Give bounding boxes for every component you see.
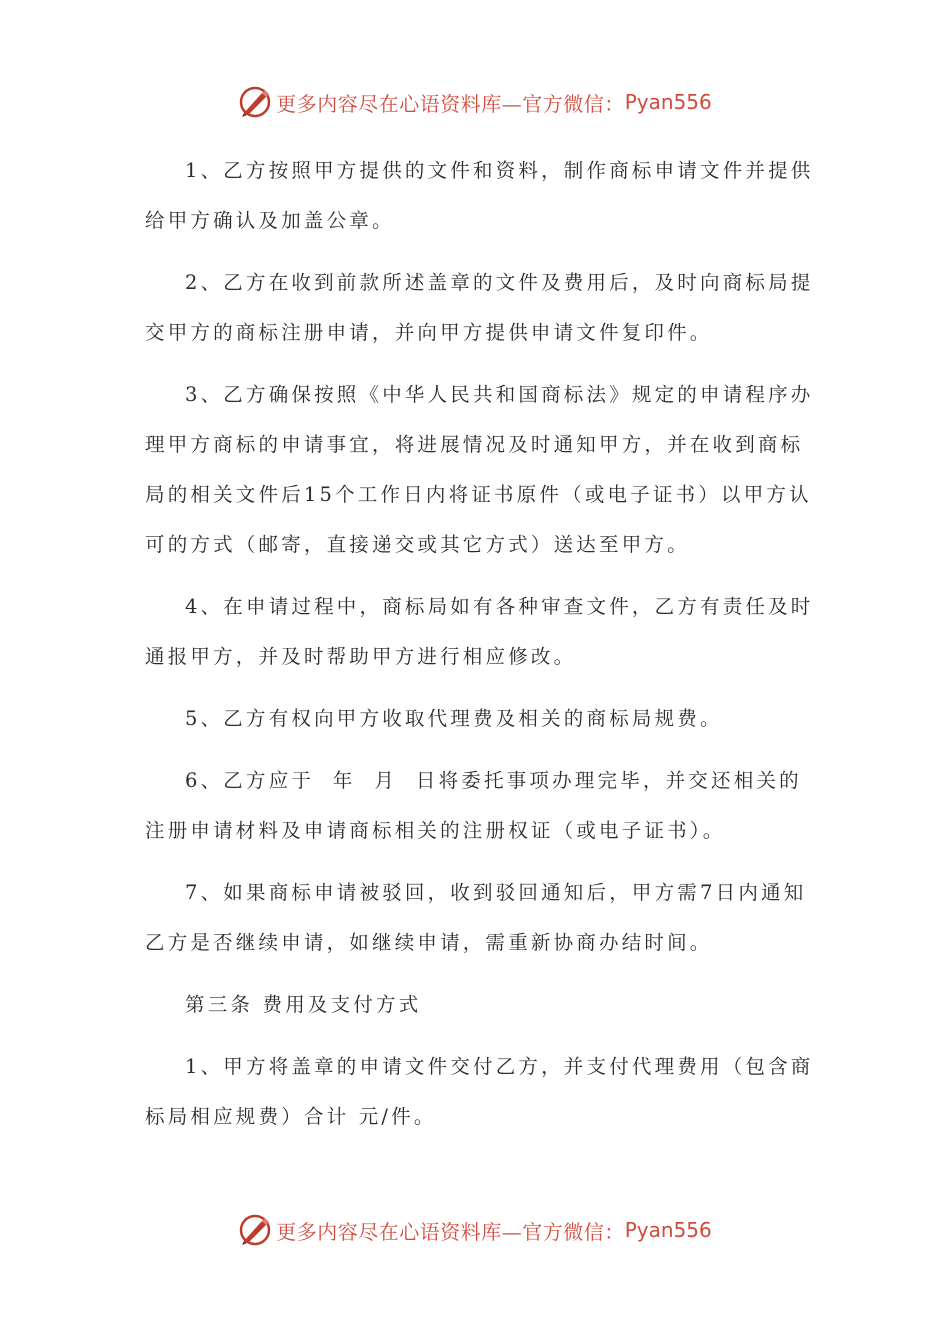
clause-4: 4、在申请过程中，商标局如有各种审查文件，乙方有责任及时通报甲方，并及时帮助甲方进行相应修改。 — [145, 595, 814, 668]
banner-text: 更多内容尽在心语资料库—官方微信： — [276, 1219, 625, 1244]
clause-7: 7、如果商标申请被驳回，收到驳回通知后，甲方需7日内通知乙方是否继续申请，如继续申请，需重新协商办结时间。 — [145, 881, 807, 954]
banner-text: 更多内容尽在心语资料库—官方微信： — [276, 91, 625, 116]
section-clause-1: 1、甲方将盖章的申请文件交付乙方，并支付代理费用（包含商标局相应规费）合计 元/件。 — [145, 1055, 814, 1128]
document-body — [145, 146, 815, 1154]
banner-wechat-id: Pyan556 — [624, 1218, 712, 1242]
pen-logo-icon — [238, 1213, 272, 1247]
clause-3: 3、乙方确保按照《中华人民共和国商标法》规定的申请程序办理甲方商标的申请事宜，将进展情况及时通知甲方，并在收到商标局的相关文件后15个工作日内将证书原件（或电子证书）以甲方认可的方式（邮寄，直接递交或其它方式）送达至甲方。 — [145, 383, 814, 556]
clause-1: 1、乙方按照甲方提供的文件和资料，制作商标申请文件并提供给甲方确认及加盖公章。 — [145, 159, 814, 232]
footer-banner — [0, 1210, 950, 1250]
banner-wechat-id: Pyan556 — [624, 90, 712, 114]
pen-logo-icon — [238, 85, 272, 119]
header-banner — [0, 82, 950, 122]
section-heading: 第三条 费用及支付方式 — [185, 993, 422, 1016]
clause-5: 5、乙方有权向甲方收取代理费及相关的商标局规费。 — [185, 707, 723, 730]
clause-2: 2、乙方在收到前款所述盖章的文件及费用后，及时向商标局提交甲方的商标注册申请，并向甲方提供申请文件复印件。 — [145, 271, 814, 344]
clause-6: 6、乙方应于 年 月 日将委托事项办理完毕，并交还相关的注册申请材料及申请商标相关的注册权证（或电子证书）。 — [145, 769, 802, 842]
